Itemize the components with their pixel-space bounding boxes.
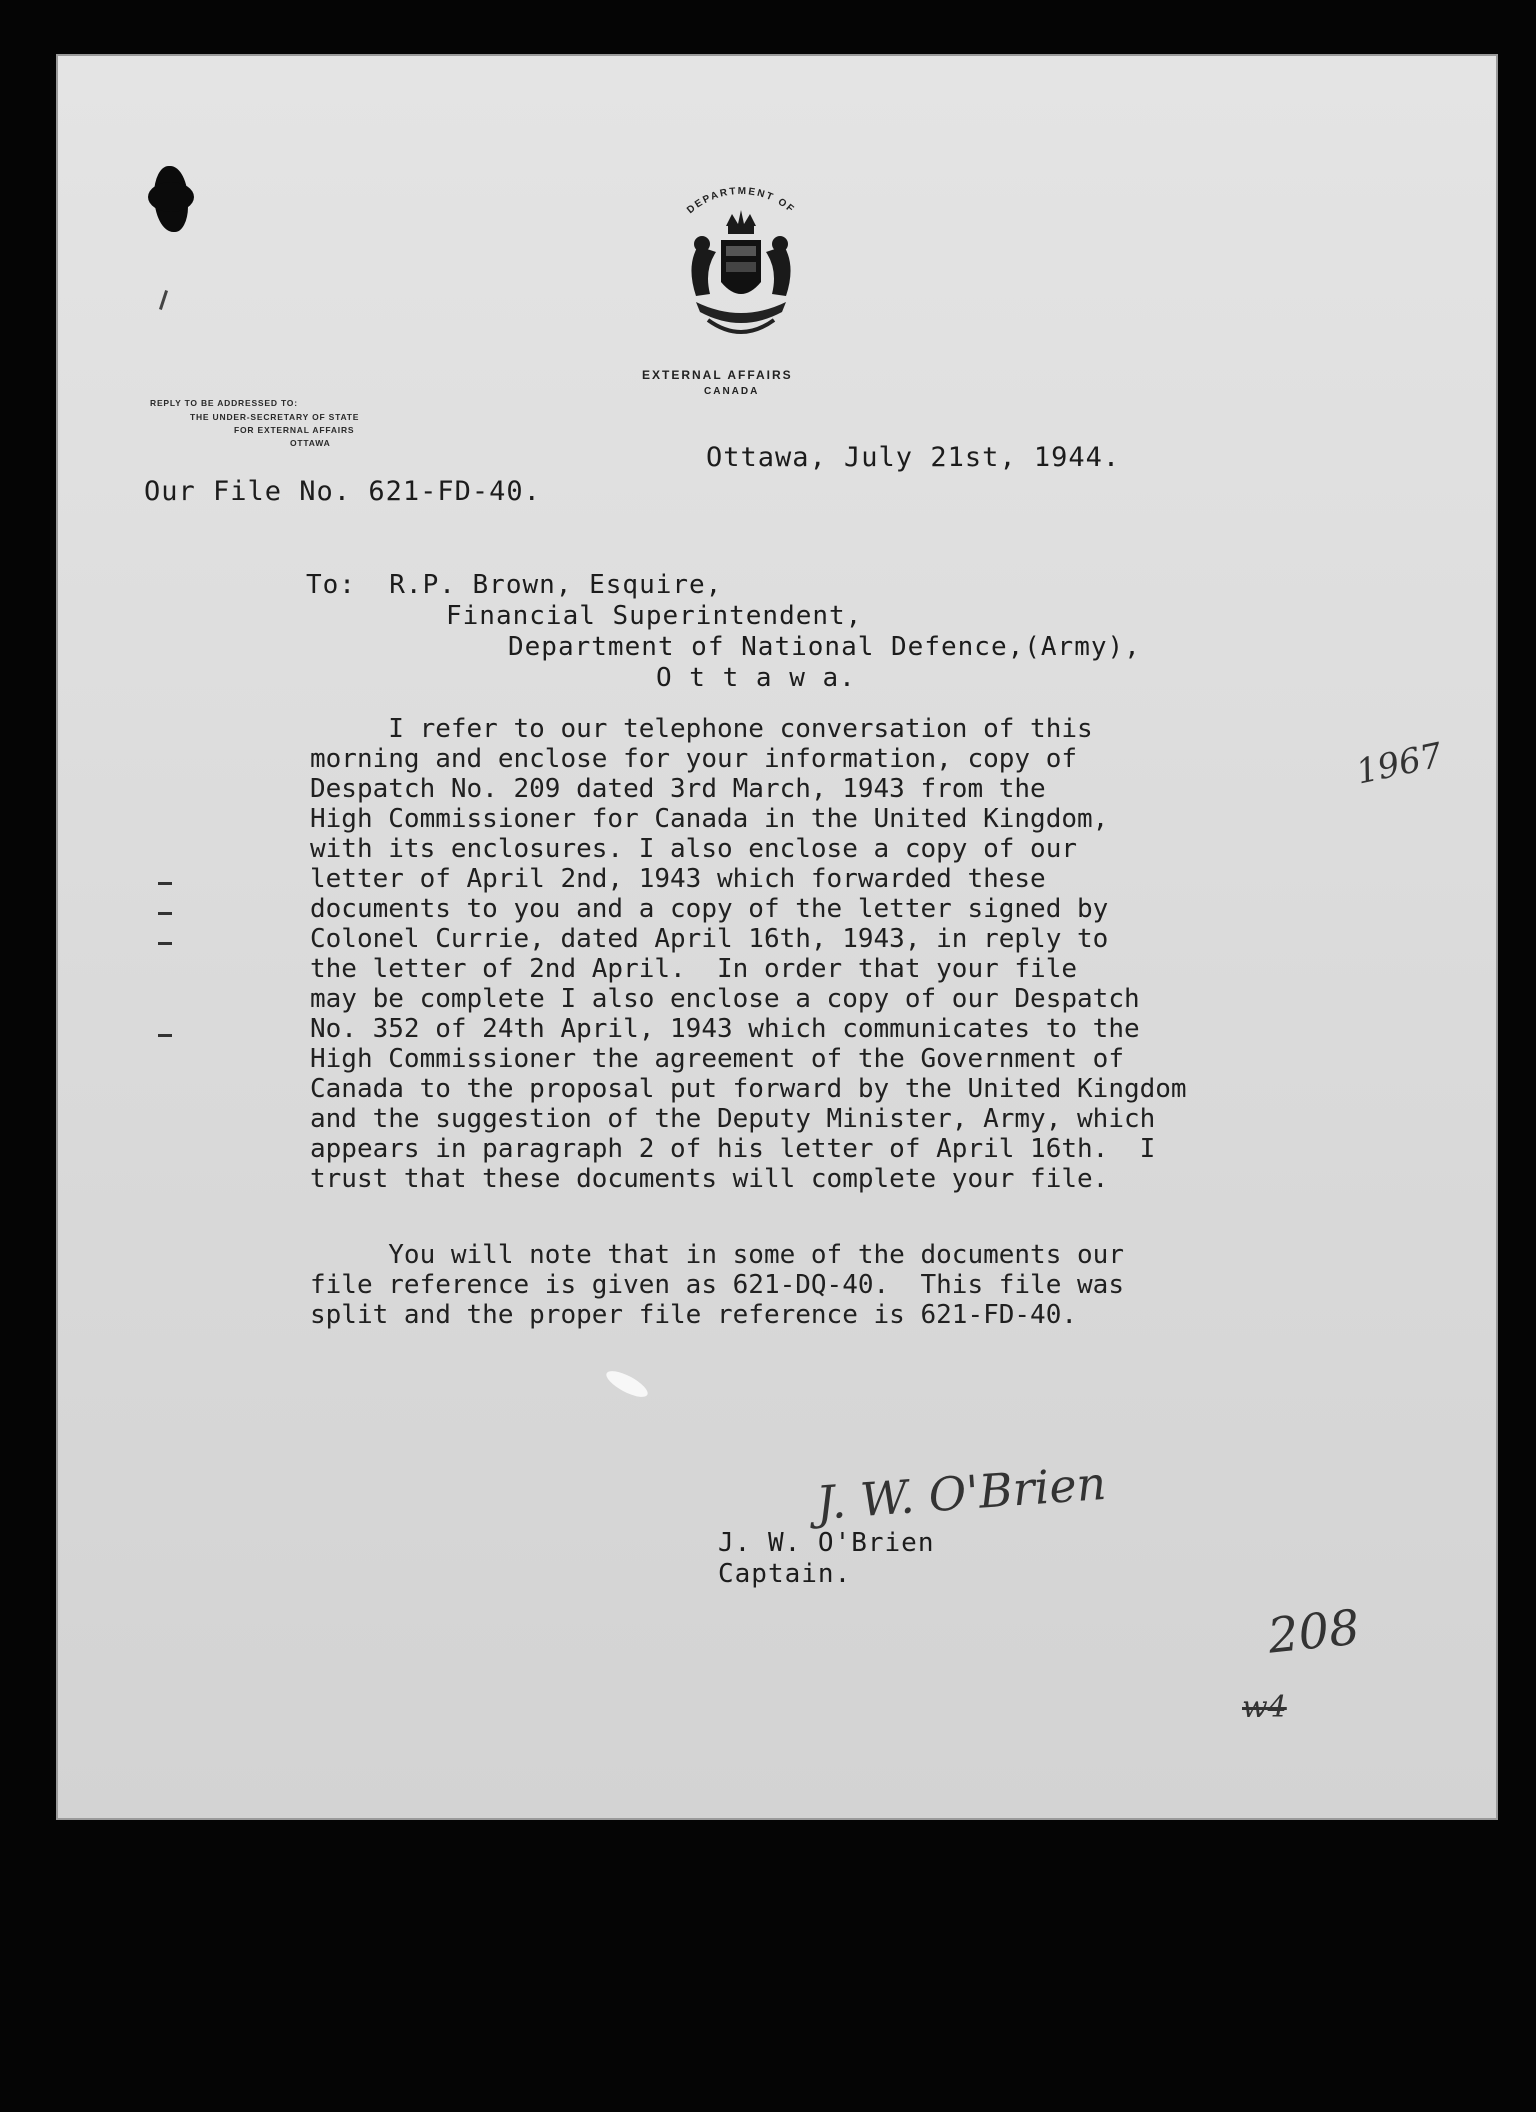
enclosure-margin-mark bbox=[158, 942, 172, 945]
body-line: file reference is given as 621-DQ-40. This file was bbox=[310, 1270, 1124, 1300]
department-name: EXTERNAL AFFAIRS bbox=[642, 368, 793, 382]
enclosure-margin-mark bbox=[158, 912, 172, 915]
letter-date: Ottawa, July 21st, 1944. bbox=[706, 442, 1121, 473]
body-line: with its enclosures. I also enclose a copy of our bbox=[310, 834, 1078, 864]
body-line: may be complete I also enclose a copy of our Despatch bbox=[310, 984, 1140, 1014]
margin-handwritten-number: 1967 bbox=[1352, 735, 1446, 793]
page-number: 208 bbox=[1265, 1599, 1363, 1665]
body-line: trust that these documents will complete your file. bbox=[310, 1164, 1109, 1194]
signatory-name: J. W. O'Brien bbox=[718, 1528, 935, 1558]
body-line: High Commissioner the agreement of the Government of bbox=[310, 1044, 1124, 1074]
pencil-tick bbox=[159, 290, 168, 310]
file-number: Our File No. 621-FD-40. bbox=[144, 476, 541, 507]
coat-of-arms-seal bbox=[646, 174, 836, 364]
reply-office: FOR EXTERNAL AFFAIRS bbox=[234, 425, 355, 435]
ink-blot bbox=[148, 182, 194, 212]
paper-scratch bbox=[603, 1366, 651, 1402]
body-paragraph-2 bbox=[310, 1240, 1124, 1330]
body-line: morning and enclose for your information, copy of bbox=[310, 744, 1078, 774]
enclosure-margin-mark bbox=[158, 882, 172, 885]
body-line: You will note that in some of the documents our bbox=[310, 1240, 1124, 1270]
body-line: the letter of 2nd April. In order that your file bbox=[310, 954, 1078, 984]
body-line: High Commissioner for Canada in the United Kingdom, bbox=[310, 804, 1109, 834]
body-line: I refer to our telephone conversation of this bbox=[310, 714, 1093, 744]
letter-page bbox=[56, 54, 1498, 1820]
body-line: Despatch No. 209 dated 3rd March, 1943 from the bbox=[310, 774, 1046, 804]
body-line: Colonel Currie, dated April 16th, 1943, in reply to bbox=[310, 924, 1109, 954]
addressee-line-3: Department of National Defence,(Army), bbox=[508, 632, 1141, 662]
body-line: Canada to the proposal put forward by the United Kingdom bbox=[310, 1074, 1187, 1104]
addressee-line-2: Financial Superintendent, bbox=[446, 601, 863, 631]
body-line: documents to you and a copy of the letter signed by bbox=[310, 894, 1109, 924]
struck-page-number: w4 bbox=[1242, 1690, 1287, 1725]
body-line: No. 352 of 24th April, 1943 which communicates to the bbox=[310, 1014, 1140, 1044]
body-line: letter of April 2nd, 1943 which forwarded these bbox=[310, 864, 1046, 894]
country-name: CANADA bbox=[704, 386, 760, 397]
handwritten-signature: J. W. O'Brien bbox=[814, 1455, 1108, 1531]
body-line: split and the proper file reference is 621-FD-40. bbox=[310, 1300, 1078, 1330]
body-line: appears in paragraph 2 of his letter of April 16th. I bbox=[310, 1134, 1156, 1164]
addressee-line-4: O t t a w a. bbox=[656, 663, 856, 693]
reply-instruction: REPLY TO BE ADDRESSED TO: bbox=[150, 398, 298, 408]
enclosure-margin-mark bbox=[158, 1034, 172, 1037]
seal-arc-text: DEPARTMENT OF bbox=[685, 185, 797, 217]
signatory-title: Captain. bbox=[718, 1559, 852, 1589]
reply-city: OTTAWA bbox=[290, 438, 331, 448]
reply-addressee: THE UNDER-SECRETARY OF STATE bbox=[190, 412, 360, 422]
coat-of-arms-icon bbox=[646, 174, 836, 364]
body-paragraph-1 bbox=[310, 714, 1187, 1194]
addressee-line-1: To: R.P. Brown, Esquire, bbox=[306, 570, 723, 600]
body-line: and the suggestion of the Deputy Minister, Army, which bbox=[310, 1104, 1156, 1134]
